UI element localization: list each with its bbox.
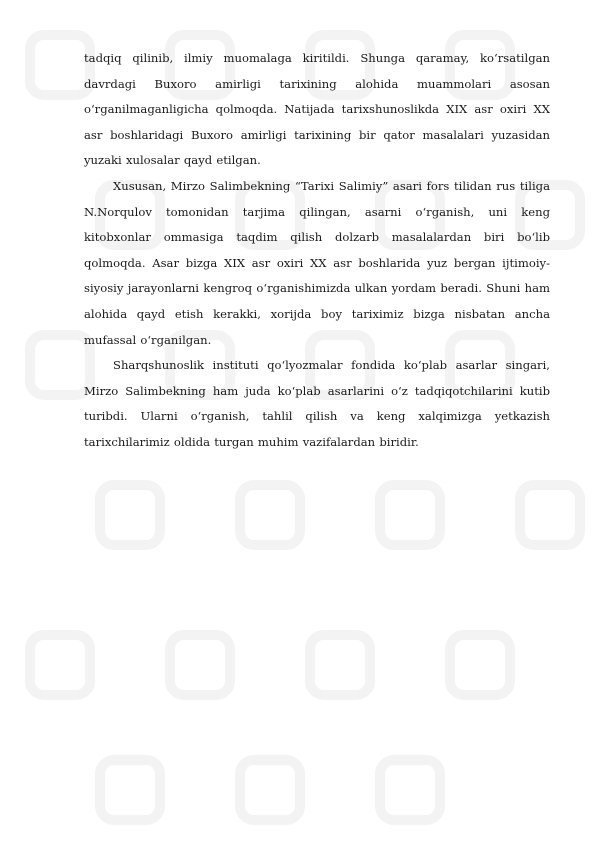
paragraph-3: Sharqshunoslik instituti qo‘lyozmalar fondida ko‘plab asarlar singari, Mirzo Salimbekning ham juda ko‘plab asarlarini o‘z tadqiqotchilarini kutib turibdi. Ularni o‘rganish, tahlil qilish va keng xalqimizga yetkazish tarixchilarimiz oldida turgan muhim vazifalardan biridir.: [84, 358, 550, 449]
paragraph-2: Xususan, Mirzo Salimbekning “Tarixi Salimiy” asari fors tilidan rus tiliga N.Norqulov tomonidan tarjima qilingan, asarni o‘rganish, uni keng kitobxonlar ommasiga taqdim qilish dolzarb masalalardan biri bo‘lib qolmoqda. Asar bizga XIX asr oxiri XX asr boshlarida yuz bergan ijtimoiy-siyosiy jarayonlarni kengroq o‘rganishimizda ulkan yordam beradi. Shuni ham alohida qayd etish kerakki, xorijda boy tariximiz bizga nisbatan ancha mufassal o‘rganilgan.: [84, 178, 550, 347]
paragraph-1: tadqiq qilinib, ilmiy muomalaga kiritildi. Shunga qaramay, ko‘rsatilgan davrdagi Buxoro amirligi tarixining alohida muammolari asosan o‘rganilmaganligicha qolmoqda. Natijada tarixshunoslikda XIX asr oxiri XX asr boshlaridagi Buxoro amirligi tarixining bir qator masalalari yuzasidan yuzaki xulosalar qayd etilgan.: [84, 51, 550, 168]
document-body: [84, 46, 550, 456]
